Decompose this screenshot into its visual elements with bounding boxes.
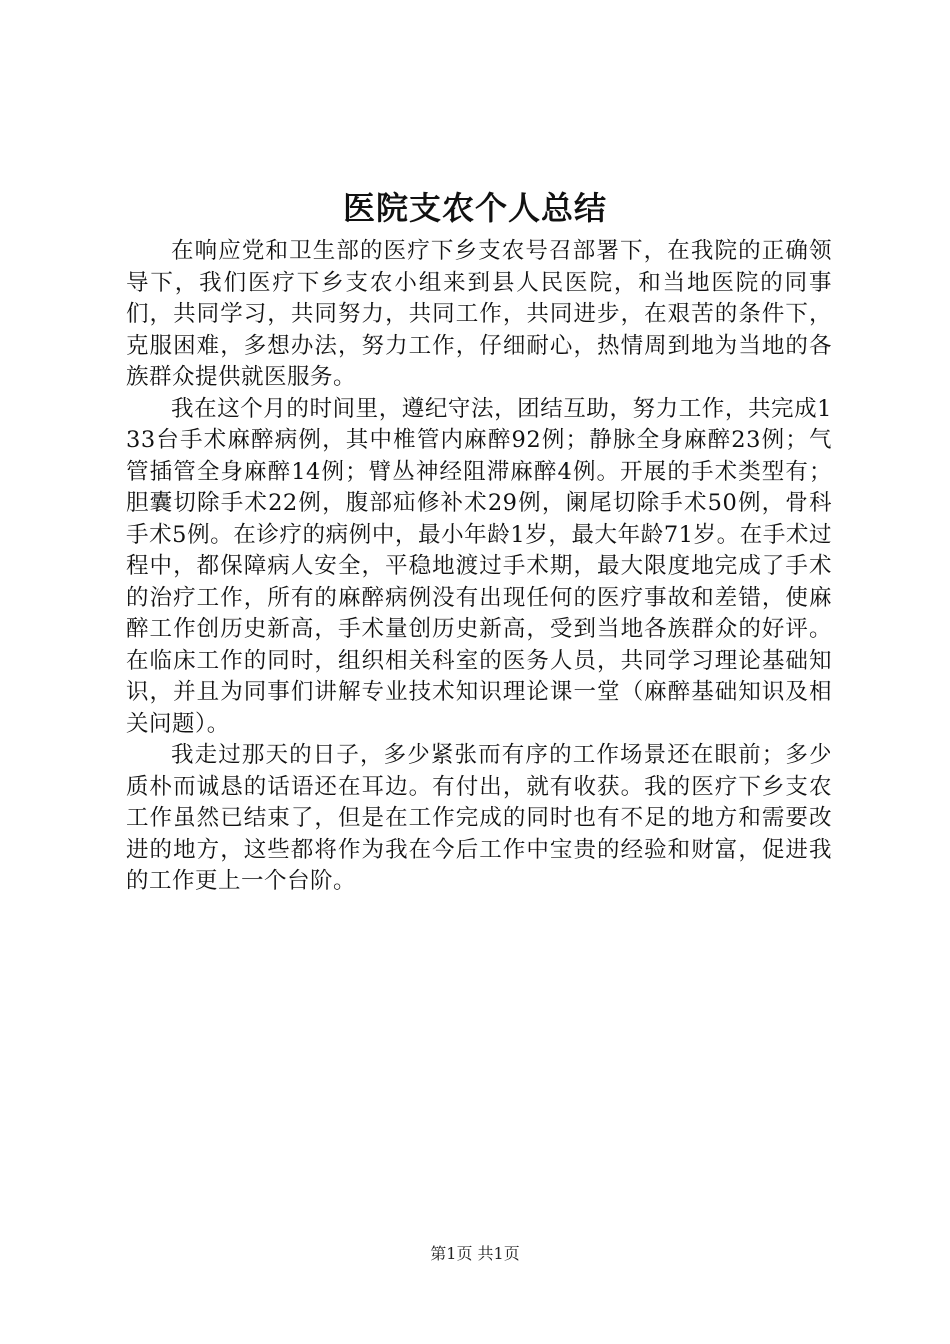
paragraph-work-summary: 我在这个月的时间里，遵纪守法，团结互助，努力工作，共完成133台手术麻醉病例，其中椎管内麻醉92例；静脉全身麻醉23例；气管插管全身麻醉14例；臂丛神经阻滞麻醉4例。开展的手术类型有；胆囊切除手术22例，腹部疝修补术29例，阑尾切除手术50例，骨科手术5例。在诊疗的病例中，最小年龄1岁，最大年龄71岁。在手术过程中，都保障病人安全，平稳地渡过手术期，最大限度地完成了手术的治疗工作，所有的麻醉病例没有出现任何的医疗事故和差错，使麻醉工作创历史新高，手术量创历史新高，受到当地各族群众的好评。在临床工作的同时，组织相关科室的医务人员，共同学习理论基础知识，并且为同事们讲解专业技术知识理论课一堂（麻醉基础知识及相关问题）。 — [126, 395, 832, 737]
paragraph-reflection: 我走过那天的日子，多少紧张而有序的工作场景还在眼前；多少质朴而诚恳的话语还在耳边。有付出，就有收获。我的医疗下乡支农工作虽然已结束了，但是在工作完成的同时也有不足的地方和需要改进的地方，这些都将作为我在今后工作中宝贵的经验和财富，促进我的工作更上一个台阶。 — [126, 742, 832, 894]
page-number-footer: 第1页 共1页 — [430, 1244, 520, 1263]
document-title: 医院支农个人总结 — [342, 189, 607, 227]
document-body — [126, 236, 832, 898]
paragraph-intro: 在响应党和卫生部的医疗下乡支农号召部署下，在我院的正确领导下，我们医疗下乡支农小组来到县人民医院，和当地医院的同事们，共同学习，共同努力，共同工作，共同进步，在艰苦的条件下，克服困难，多想办法，努力工作，仔细耐心，热情周到地为当地的各族群众提供就医服务。 — [126, 238, 832, 390]
